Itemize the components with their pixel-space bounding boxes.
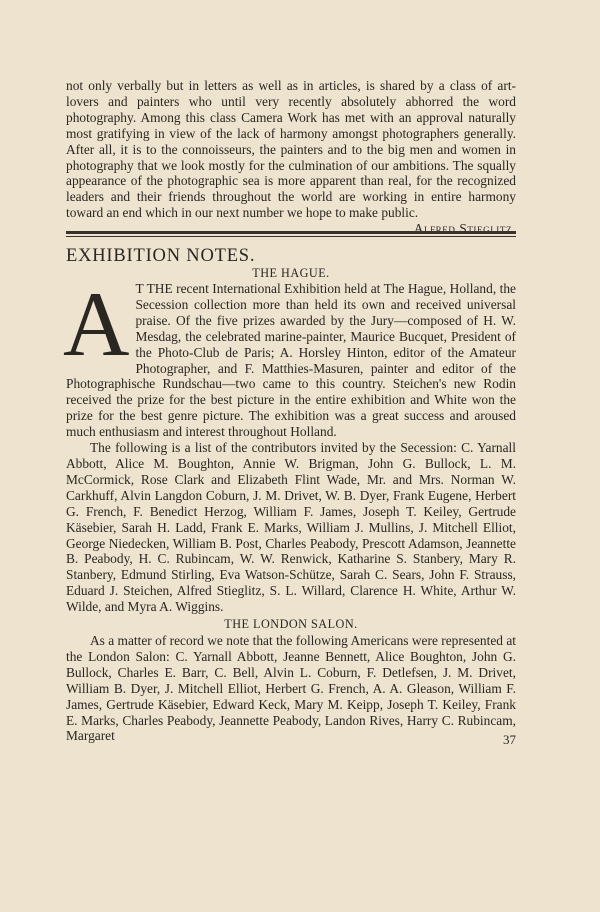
hague-paragraph-1-text: T THE recent International Exhibition held at The Hague, Holland, the Secession collection more than held its own and received universal praise. Of the five prizes awarded by the Jury—composed of H. W. Mesdag, the celebrated marine-painter, Maurice Bucquet, President of the Photo-Club de Paris; A. Horsley Hinton, editor of the Amateur Photographer, and F. Matthies-Masuren, painter and editor of the Photographische Rundschau—two came to this country. Steichen's new Rodin received the prize for the best picture in the entire exhibition and White won the prize for the best genre picture. The exhibition was a great success and aroused much enthusiasm and interest throughout Holland.	[66, 281, 516, 440]
signature: Alfred Stieglitz.	[413, 221, 516, 237]
intro-block	[66, 78, 516, 237]
section-rule-thick	[66, 231, 516, 234]
section-rule-thin	[66, 236, 516, 237]
london-paragraph: As a matter of record we note that the following Americans were represented at the London Salon: C. Yarnall Abbott, Jeanne Bennett, Alice Boughton, John G. Bullock, Charles E. Barr, C. Bell, Alvin L. Coburn, F. Detlefsen, J. M. Drivet, William B. Dyer, J. Mitchell Elliot, Herbert G. French, A. A. Gleason, William F. James, Gertrude Käsebier, Edward Keck, Mary M. Keipp, Joseph T. Keiley, Frank E. Marks, Charles Peabody, Jeannette Peabody, Landon Rives, Harry C. Rubincam, Margaret	[66, 633, 516, 744]
exhibition-notes-body	[63, 273, 516, 744]
hague-paragraph-1	[63, 273, 516, 440]
intro-text: not only verbally but in letters as well as in articles, is shared by a class of art-lovers and painters who until very recently absolutely abhorred the word photography. Among this class Camera Work has met with an approval naturally most gratifying in view of the lack of harmony amongst photographers generally. After all, it is to the connoisseurs, the painters and to the big men and women in photography that we look mostly for the culmination of our ambitions. The squally appearance of the photographic sea is more apparent than real, for the recognized leaders and their friends throughout the world are working in entire harmony toward an end which in our next number we hope to make public.	[66, 78, 516, 221]
drop-cap: A	[63, 273, 130, 375]
section-heading: EXHIBITION NOTES.	[66, 246, 256, 266]
page-number: 37	[503, 732, 516, 747]
hague-paragraph-2: The following is a list of the contributors invited by the Secession: C. Yarnall Abbott, Alice M. Boughton, Annie W. Brigman, John G. Bullock, L. M. McCormick, Rose Clark and Elizabeth Flint Wade, Mr. and Mrs. Norman W. Carkhuff, Alvin Langdon Coburn, J. M. Drivet, W. B. Dyer, Frank Eugene, Herbert G. French, F. Benedict Herzog, William F. James, Joseph T. Keiley, Gertrude Käsebier, Sarah H. Ladd, Frank E. Marks, William J. Mullins, J. Mitchell Elliot, George Niedecken, William B. Post, Charles Peabody, Prescott Adamson, Jeannette B. Peabody, H. C. Rubincam, W. W. Renwick, Katharine S. Stanbery, Mary R. Stanbery, Edmund Stirling, Eva Watson-Schütze, Sarah C. Sears, John F. Strauss, Eduard J. Steichen, Alfred Stieglitz, S. L. Willard, Clarence H. White, Arthur W. Wilde, and Myra A. Wiggins.	[66, 440, 516, 615]
subheading-london: THE LONDON SALON.	[224, 617, 358, 632]
subheading-hague: THE HAGUE.	[252, 266, 330, 280]
intro-paragraph	[66, 78, 516, 237]
